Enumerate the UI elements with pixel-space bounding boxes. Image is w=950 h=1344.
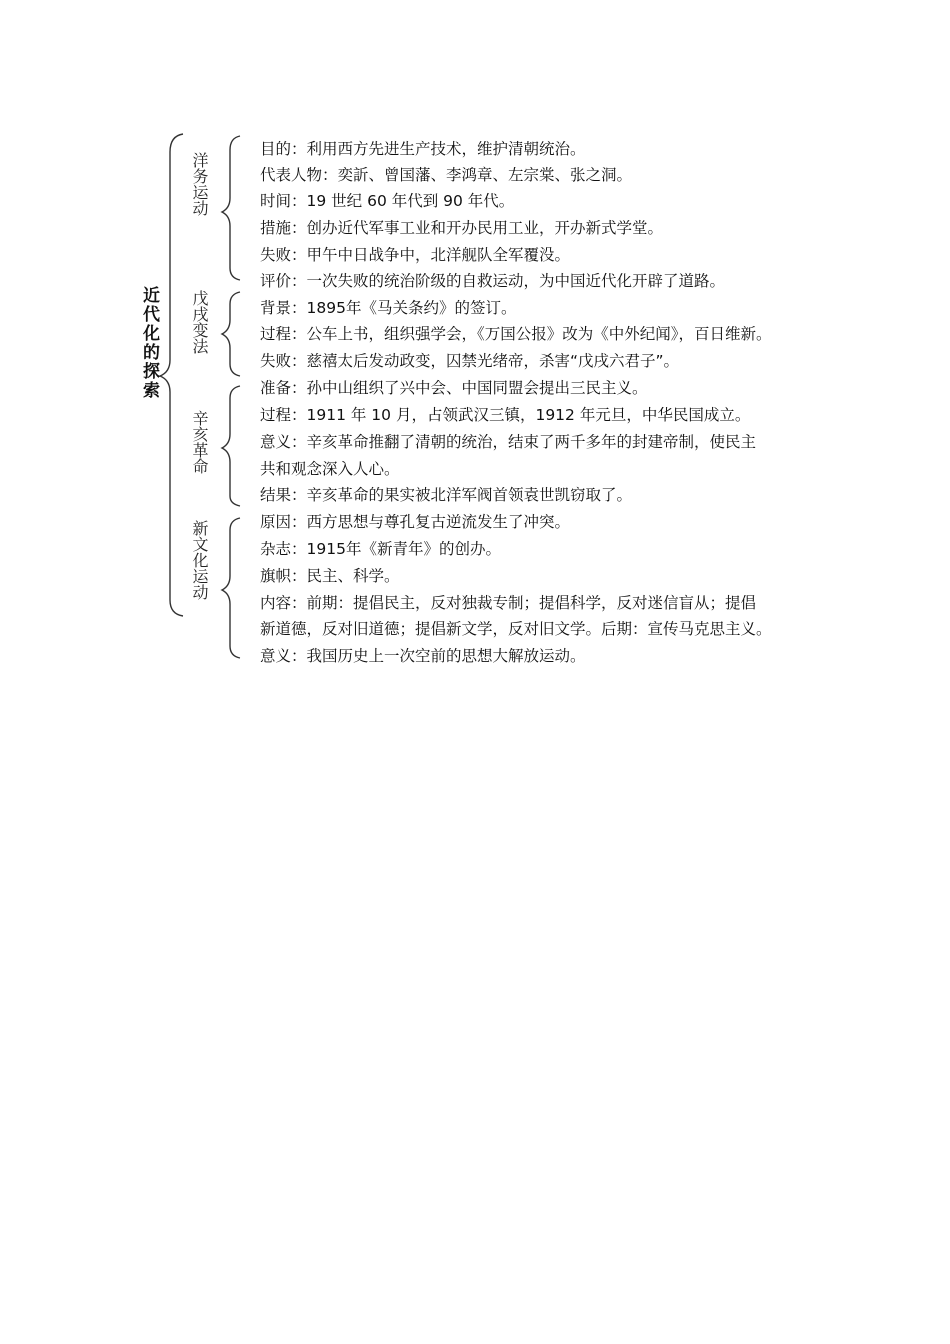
list-item: 目的：利用西方先进生产技术，维护清朝统治。 [260, 140, 586, 158]
list-item: 共和观念深入人心。 [260, 460, 400, 478]
list-item: 准备：孙中山组织了兴中会、中国同盟会提出三民主义。 [260, 379, 648, 397]
section-brace-wuxu [222, 292, 240, 376]
list-item: 内容：前期：提倡民主，反对独裁专制；提倡科学，反对迷信盲从；提倡 [260, 594, 757, 612]
section-brace-yangwu [222, 136, 240, 280]
list-item: 代表人物：奕訢、曾国藩、李鸿章、左宗棠、张之洞。 [260, 166, 633, 184]
section-title-xinhai: 辛亥革命 [190, 410, 209, 474]
list-item: 评价：一次失败的统治阶级的自救运动，为中国近代化开辟了道路。 [260, 272, 726, 290]
list-item: 过程：1911 年 10 月，占领武汉三镇，1912 年元旦，中华民国成立。 [260, 406, 751, 424]
list-item: 过程：公车上书，组织强学会，《万国公报》改为《中外纪闻》，百日维新。 [260, 325, 772, 343]
section-brace-xinhai [222, 386, 240, 506]
section-title-yangwu: 洋务运动 [190, 152, 209, 216]
list-item: 时间：19 世纪 60 年代到 90 年代。 [260, 192, 515, 210]
list-item: 新道德，反对旧道德；提倡新文学，反对旧文学。后期：宣传马克思主义。 [260, 620, 772, 638]
list-item: 失败：甲午中日战争中，北洋舰队全军覆没。 [260, 246, 571, 264]
section-title-wuxu: 戊戌变法 [190, 290, 209, 354]
section-brace-xinwenhua [222, 518, 240, 658]
section-title-xinwenhua: 新文化运动 [190, 520, 209, 600]
list-item: 背景：1895年《马关条约》的签订。 [260, 299, 517, 317]
list-item: 旗帜：民主、科学。 [260, 567, 400, 585]
list-item: 意义：我国历史上一次空前的思想大解放运动。 [260, 647, 586, 665]
list-item: 杂志：1915年《新青年》的创办。 [260, 540, 501, 558]
list-item: 结果：辛亥革命的果实被北洋军阀首领袁世凯窃取了。 [260, 486, 633, 504]
root-title: 近代化的探索 [139, 286, 159, 400]
list-item: 失败：慈禧太后发动政变，囚禁光绪帝，杀害“戊戌六君子”。 [260, 352, 680, 370]
list-item: 原因：西方思想与尊孔复古逆流发生了冲突。 [260, 513, 571, 531]
list-item: 意义：辛亥革命推翻了清朝的统治，结束了两千多年的封建帝制，使民主 [260, 433, 757, 451]
list-item: 措施：创办近代军事工业和开办民用工业，开办新式学堂。 [260, 219, 664, 237]
